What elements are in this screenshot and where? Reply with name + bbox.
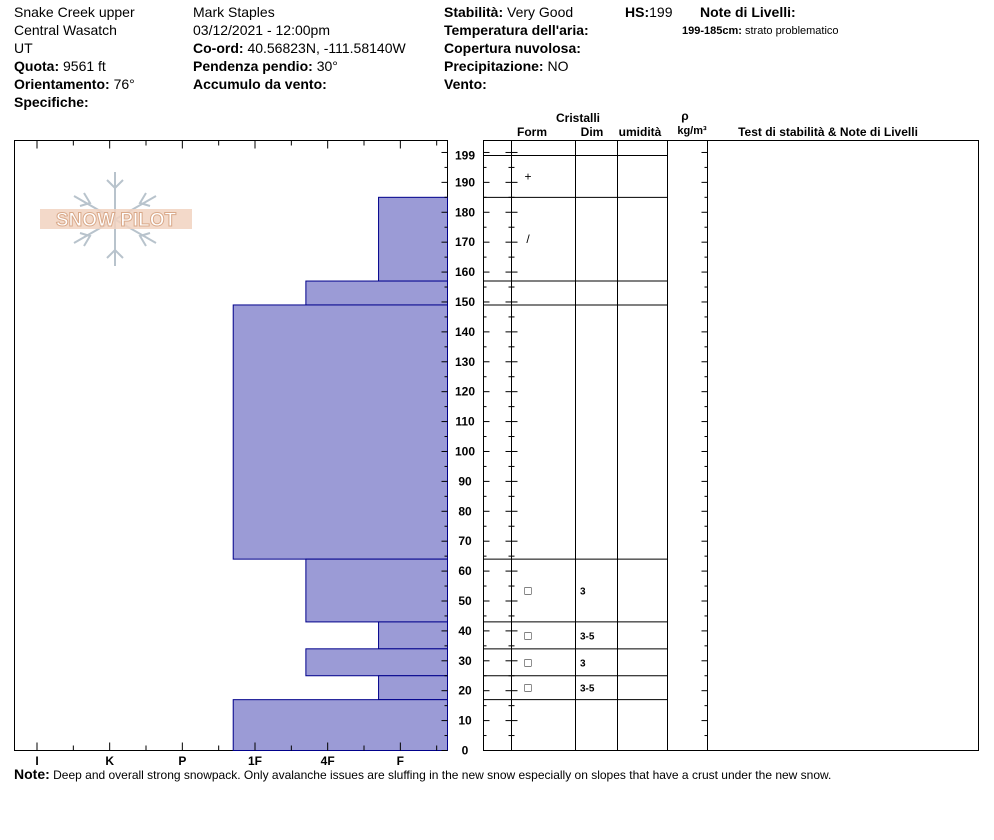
height-tick-label: 170 — [454, 235, 476, 250]
hardness-tick-label: I — [35, 754, 39, 768]
crystals-header: Cristalli — [555, 111, 601, 125]
grain-size-value: 3 — [580, 658, 586, 670]
height-tick-label: 100 — [454, 444, 476, 459]
height-tick-label: 199 — [454, 148, 476, 163]
height-tick-label: 50 — [458, 593, 472, 608]
elevation-label: Quota: — [14, 58, 60, 74]
table-grid — [484, 141, 708, 751]
layer-note-text: strato problematico — [745, 25, 839, 37]
aspect-label: Orientamento: — [14, 76, 110, 92]
grain-form-symbol: □ — [524, 655, 532, 670]
stability-value: Very Good — [507, 4, 574, 20]
layer-bar — [306, 559, 448, 622]
height-tick-label: 180 — [454, 205, 476, 220]
aspect-value: 76° — [113, 76, 135, 92]
layer-bar — [379, 622, 448, 649]
stability-label: Stabilità: — [444, 4, 504, 20]
slope-value: 30° — [316, 58, 338, 74]
height-tick-label: 10 — [458, 713, 472, 728]
layer-notes-label: Note di Livelli: — [700, 4, 796, 20]
mountain-range: Central Wasatch — [14, 22, 117, 38]
height-tick-label: 30 — [458, 653, 472, 668]
height-tick-label: 190 — [454, 175, 476, 190]
layer-bar — [379, 197, 448, 281]
snowpilot-logo — [40, 172, 192, 266]
layer-bars — [233, 197, 447, 750]
location-name: Snake Creek upper — [14, 4, 135, 20]
wind-label: Vento: — [444, 76, 487, 92]
height-tick-label: 20 — [458, 683, 472, 698]
grain-size-value: 3-5 — [580, 631, 595, 643]
cloud-label: Copertura nuvolosa: — [444, 40, 581, 56]
grain-form-symbol: + — [524, 169, 532, 184]
height-tick-label: 110 — [455, 414, 475, 429]
hardness-tick-label: K — [105, 754, 115, 768]
note — [14, 766, 831, 782]
observer: Mark Staples — [193, 4, 275, 20]
layer-bar — [379, 676, 448, 700]
height-tick-label: 70 — [458, 534, 472, 549]
height-tick-label: 40 — [458, 623, 472, 638]
height-tick-label: 90 — [458, 474, 472, 489]
precip-value: NO — [547, 58, 569, 74]
grain-form-symbol: □ — [524, 680, 532, 695]
height-tick-label: 130 — [454, 354, 476, 369]
precip-label: Precipitazione: — [444, 58, 544, 74]
coords-value: 40.56823N, -111.58140W — [247, 40, 406, 56]
height-tick-label: 0 — [461, 743, 469, 758]
layer-table-cells — [524, 169, 595, 694]
grain-form-symbol: □ — [524, 628, 532, 643]
hs-label: HS: — [625, 4, 650, 20]
slope-label: Pendenza pendio: — [193, 58, 313, 74]
datetime: 03/12/2021 - 12:00pm — [193, 22, 330, 38]
note-label: Note: — [14, 766, 50, 782]
elevation-value: 9561 ft — [63, 58, 106, 74]
layer-bar — [233, 700, 447, 751]
height-tick-label: 160 — [454, 265, 476, 280]
hardness-tick-label: P — [178, 754, 187, 768]
tests-header: Test di stabilità & Note di Livelli — [738, 125, 918, 139]
height-tick-label: 80 — [458, 504, 472, 519]
grain-size-value: 3 — [580, 586, 586, 598]
moisture-header: umidità — [618, 125, 662, 139]
height-tick-label: 140 — [454, 324, 476, 339]
layer-bar — [306, 281, 448, 305]
rho-header: ρ — [681, 109, 689, 123]
hs-value: 199 — [649, 4, 673, 20]
hardness-tick-label: 4F — [320, 754, 335, 768]
density-header: kg/m³ — [677, 125, 707, 137]
note-text: Deep and overall strong snowpack. Only avalanche issues are sluffing in the new snow especially on slopes that have a crust under the new snow. — [53, 768, 832, 782]
logo-text: SNOW PILOT — [55, 210, 177, 231]
form-header: Form — [517, 125, 547, 139]
layer-bar — [233, 305, 447, 559]
air-temp-label: Temperatura dell'aria: — [444, 22, 589, 38]
height-tick-label: 150 — [454, 294, 476, 309]
layer-bar — [306, 649, 448, 676]
wind-loading-label: Accumulo da vento: — [193, 76, 327, 92]
dim-header: Dim — [580, 125, 604, 139]
coords-label: Co-ord: — [193, 40, 244, 56]
specifics-label: Specifiche: — [14, 94, 89, 110]
height-tick-label: 60 — [458, 564, 472, 579]
height-tick-label: 120 — [454, 384, 476, 399]
layer-table-frame — [484, 141, 979, 751]
grain-form-symbol: □ — [524, 583, 532, 598]
hardness-tick-label: F — [396, 754, 405, 768]
hardness-tick-label: 1F — [248, 754, 263, 768]
layer-note-range: 199-185cm: — [682, 25, 742, 37]
state: UT — [14, 40, 33, 56]
grain-size-value: 3-5 — [580, 683, 595, 695]
grain-form-symbol: / — [526, 232, 530, 247]
